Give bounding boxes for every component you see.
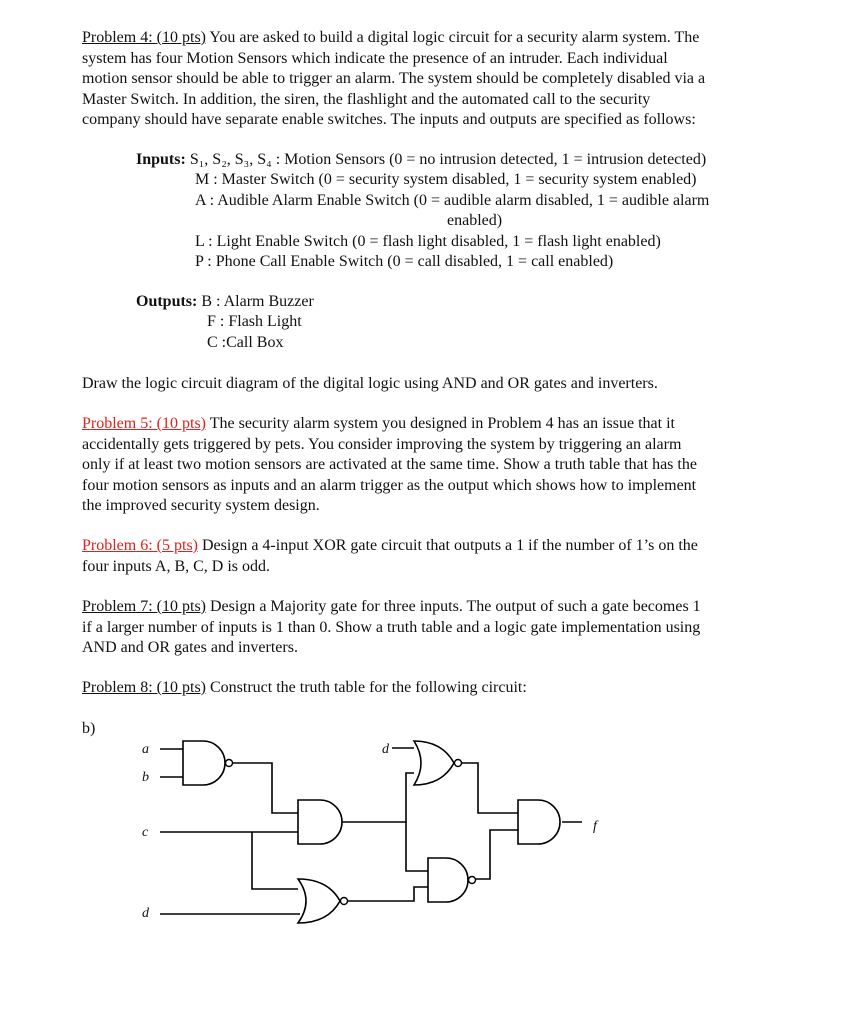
circuit-label-d-left: d	[142, 906, 149, 921]
problem-7-line: Design a Majority gate for three inputs. The output of such a gate becomes 1	[206, 598, 701, 615]
input-item-continued: enabled)	[447, 212, 503, 229]
input-item: L : Light Enable Switch (0 = flash light disabled, 1 = flash light enabled)	[195, 232, 661, 250]
inverter-bubble	[226, 760, 233, 767]
problem-5-line: the improved security system design.	[82, 497, 320, 514]
problem-8-line: Construct the truth table for the following circuit:	[206, 679, 527, 696]
input-item: A : Audible Alarm Enable Switch (0 = audible alarm disabled, 1 = audible alarm	[195, 191, 710, 209]
part-label: b)	[82, 720, 96, 737]
problem-7-line: if a larger number of inputs is 1 than 0. Show a truth table and a logic gate implementation using	[82, 618, 701, 636]
problem-5-paragraph	[82, 414, 782, 517]
output-item: C :Call Box	[207, 333, 284, 351]
instruction-text: Draw the logic circuit diagram of the digital logic using AND and OR gates and inverters.	[82, 375, 658, 392]
problem-7-heading: Problem 7: (10 pts)	[82, 598, 206, 615]
inverter-bubble	[469, 877, 476, 884]
circuit-label-a: a	[142, 742, 149, 757]
problem-5-line: The security alarm system you designed in Problem 4 has an issue that it	[206, 415, 675, 432]
output-item: B : Alarm Buzzer	[201, 293, 314, 310]
nor-gate-cd	[298, 879, 340, 923]
input-item: M : Master Switch (0 = security system disabled, 1 = security system enabled)	[195, 171, 697, 188]
circuit-label-b: b	[142, 770, 149, 785]
circuit-label-c: c	[142, 825, 149, 840]
and-gate-bc	[298, 800, 342, 844]
circuit-label-f: f	[593, 819, 597, 834]
inputs-section	[136, 150, 776, 171]
problem-4-paragraph	[82, 28, 782, 131]
input-item: P : Phone Call Enable Switch (0 = call disabled, 1 = call enabled)	[195, 253, 614, 270]
nor-gate-top	[414, 741, 454, 785]
problem-4-line: company should have separate enable switches. The inputs and outputs are specified as follows:	[82, 111, 696, 128]
outputs-label: Outputs:	[136, 293, 198, 310]
problem-7-paragraph	[82, 597, 782, 659]
problem-6-line: four inputs A, B, C, D is odd.	[82, 557, 271, 575]
problem-4-line: system has four Motion Sensors which indicate the presence of an intruder. Each individual	[82, 49, 668, 67]
problem-7-line: AND and OR gates and inverters.	[82, 639, 298, 656]
problem-4-line: You are asked to build a digital logic circuit for a security alarm system. The	[206, 29, 700, 46]
problem-6-heading: Problem 6: (5 pts)	[82, 537, 198, 554]
logic-circuit-diagram	[70, 716, 630, 946]
nand-gate-ab	[183, 741, 225, 785]
problem-6-paragraph	[82, 536, 782, 577]
problem-5-line: accidentally gets triggered by pets. You consider improving the system by triggering an alarm	[82, 435, 682, 453]
problem-6-line: Design a 4-input XOR gate circuit that outputs a 1 if the number of 1’s on the	[198, 537, 698, 554]
outputs-list	[207, 312, 407, 353]
problem-4-line: Master Switch. In addition, the siren, the flashlight and the automated call to the security	[82, 90, 651, 108]
problem-5-line: four motion sensors as inputs and an alarm trigger as the output which shows how to implement	[82, 476, 697, 494]
problem-4-heading: Problem 4: (10 pts)	[82, 29, 206, 46]
problem-8-paragraph	[82, 678, 782, 699]
problem-4-instruction	[82, 374, 782, 395]
nand-gate-bottom	[428, 858, 468, 902]
input-item: S₁, S₂, S₃, S₄ : Motion Sensors (0 = no intrusion detected, 1 = intrusion detected)	[189, 151, 707, 168]
inputs-list	[195, 170, 785, 273]
output-item: F : Flash Light	[207, 313, 302, 330]
and-gate-output	[518, 800, 560, 844]
problem-8-heading: Problem 8: (10 pts)	[82, 679, 206, 696]
outputs-section	[136, 292, 436, 313]
circuit-label-d-top: d	[382, 742, 389, 757]
inputs-label: Inputs:	[136, 151, 186, 168]
problem-4-line: motion sensor should be able to trigger an alarm. The system should be completely disabled via a	[82, 70, 706, 87]
inverter-bubble	[341, 898, 348, 905]
problem-5-heading: Problem 5: (10 pts)	[82, 415, 206, 432]
problem-5-line: only if at least two motion sensors are activated at the same time. Show a truth table that has the	[82, 456, 697, 473]
inverter-bubble	[455, 760, 462, 767]
